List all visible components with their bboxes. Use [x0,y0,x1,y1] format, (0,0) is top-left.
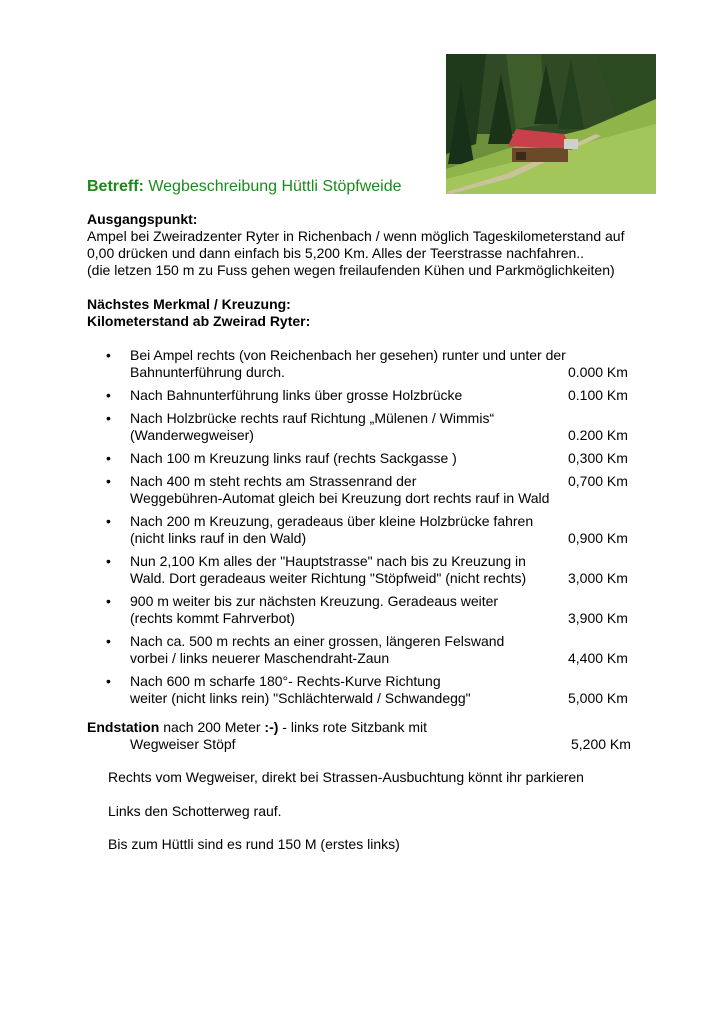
end-km: 5,200 Km [571,736,631,752]
route-step [106,593,646,627]
route-step-text: 900 m weiter bis zur nächsten Kreuzung. Geradeaus weiter [130,593,499,609]
route-step-text: Weggebühren-Automat gleich bei Kreuzung dort rechts rauf in Wald [130,490,550,506]
route-step [106,450,646,467]
route-step-text: (rechts kommt Fahrverbot) [130,610,295,626]
route-step-text: (Wanderwegweiser) [130,427,254,443]
bullet-icon: • [106,593,111,609]
subject-label: Betreff: [87,178,144,195]
km-value: 0.200 Km [568,427,628,443]
next-heading: Nächstes Merkmal / Kreuzung: [87,296,291,312]
note-gravel: Links den Schotterweg rauf. [108,803,282,819]
subject-text: Wegbeschreibung Hüttli Stöpfweide [148,178,402,195]
bullet-icon: • [106,450,111,466]
route-step-text: Nach ca. 500 m rechts an einer grossen, längeren Felswand [130,633,505,649]
route-step [106,633,646,667]
bullet-icon: • [106,673,111,689]
end-label: Endstation [87,719,160,735]
bullet-icon: • [106,410,111,426]
start-line: (die letzen 150 m zu Fuss gehen wegen freilaufenden Kühen und Parkmöglichkeiten) [87,262,615,278]
start-heading: Ausgangspunkt: [87,211,198,227]
route-step-text: Nach 400 m steht rechts am Strassenrand der [130,473,417,489]
route-step-text: Bei Ampel rechts (von Reichenbach her gesehen) runter und unter der [130,347,566,363]
route-step-text: Nach Holzbrücke rechts rauf Richtung „Mülenen / Wimmis“ [130,410,495,426]
km-value: 0.100 Km [568,387,628,403]
route-step-text: Nach 200 m Kreuzung, geradeaus über kleine Holzbrücke fahren [130,513,534,529]
route-step [106,473,646,507]
route-step-text: weiter (nicht links rein) "Schlächterwald / Schwandegg" [130,690,471,706]
note-distance: Bis zum Hüttli sind es rund 150 M (erstes links) [108,836,400,852]
km-value: 0,700 Km [568,473,628,489]
start-line: Ampel bei Zweiradzenter Ryter in Richenbach / wenn möglich Tageskilometerstand auf [87,228,625,244]
bullet-icon: • [106,513,111,529]
route-step-text: Wald. Dort geradeaus weiter Richtung "Stöpfweid" (nicht rechts) [130,570,527,586]
km-value: 3,000 Km [568,570,628,586]
end-text-2: - links rote Sitzbank mit [278,719,428,735]
km-value: 3,900 Km [568,610,628,626]
route-step-text: Nach Bahnunterführung links über grosse Holzbrücke [130,387,463,403]
subject-line [87,178,402,196]
smiley: :-) [264,719,279,735]
note-parking: Rechts vom Wegweiser, direkt bei Strassen-Ausbuchtung könnt ihr parkieren [108,769,584,785]
end-station [87,719,647,753]
route-step [106,513,646,547]
km-value: 0.000 Km [568,364,628,380]
route-step [106,410,646,444]
route-list [106,347,646,713]
bullet-icon: • [106,553,111,569]
route-step-text: Nach 100 m Kreuzung links rauf (rechts Sackgasse ) [130,450,457,466]
route-step-text: Bahnunterführung durch. [130,364,285,380]
start-section [87,211,624,279]
route-step [106,553,646,587]
end-text: nach 200 Meter [159,719,265,735]
km-heading: Kilometerstand ab Zweirad Ryter: [87,313,311,329]
bullet-icon: • [106,633,111,649]
route-step [106,347,646,381]
km-value: 5,000 Km [568,690,628,706]
start-line: 0,00 drücken und dann einfach bis 5,200 Km. Alles der Teerstrasse nachfahren.. [87,245,585,261]
km-value: 4,400 Km [568,650,628,666]
route-step-text: vorbei / links neuerer Maschendraht-Zaun [130,650,390,666]
bullet-icon: • [106,473,111,489]
hut-photo [446,54,656,194]
end-line-2: Wegweiser Stöpf [130,736,236,752]
km-value: 0,900 Km [568,530,628,546]
route-step [106,387,646,404]
km-value: 0,300 Km [568,450,628,466]
bullet-icon: • [106,347,111,363]
route-step-text: (nicht links rauf in den Wald) [130,530,307,546]
bullet-icon: • [106,387,111,403]
route-step-text: Nach 600 m scharfe 180°- Rechts-Kurve Richtung [130,673,441,689]
route-step [106,673,646,707]
route-step-text: Nun 2,100 Km alles der "Hauptstrasse" nach bis zu Kreuzung in [130,553,526,569]
next-section [87,296,310,330]
